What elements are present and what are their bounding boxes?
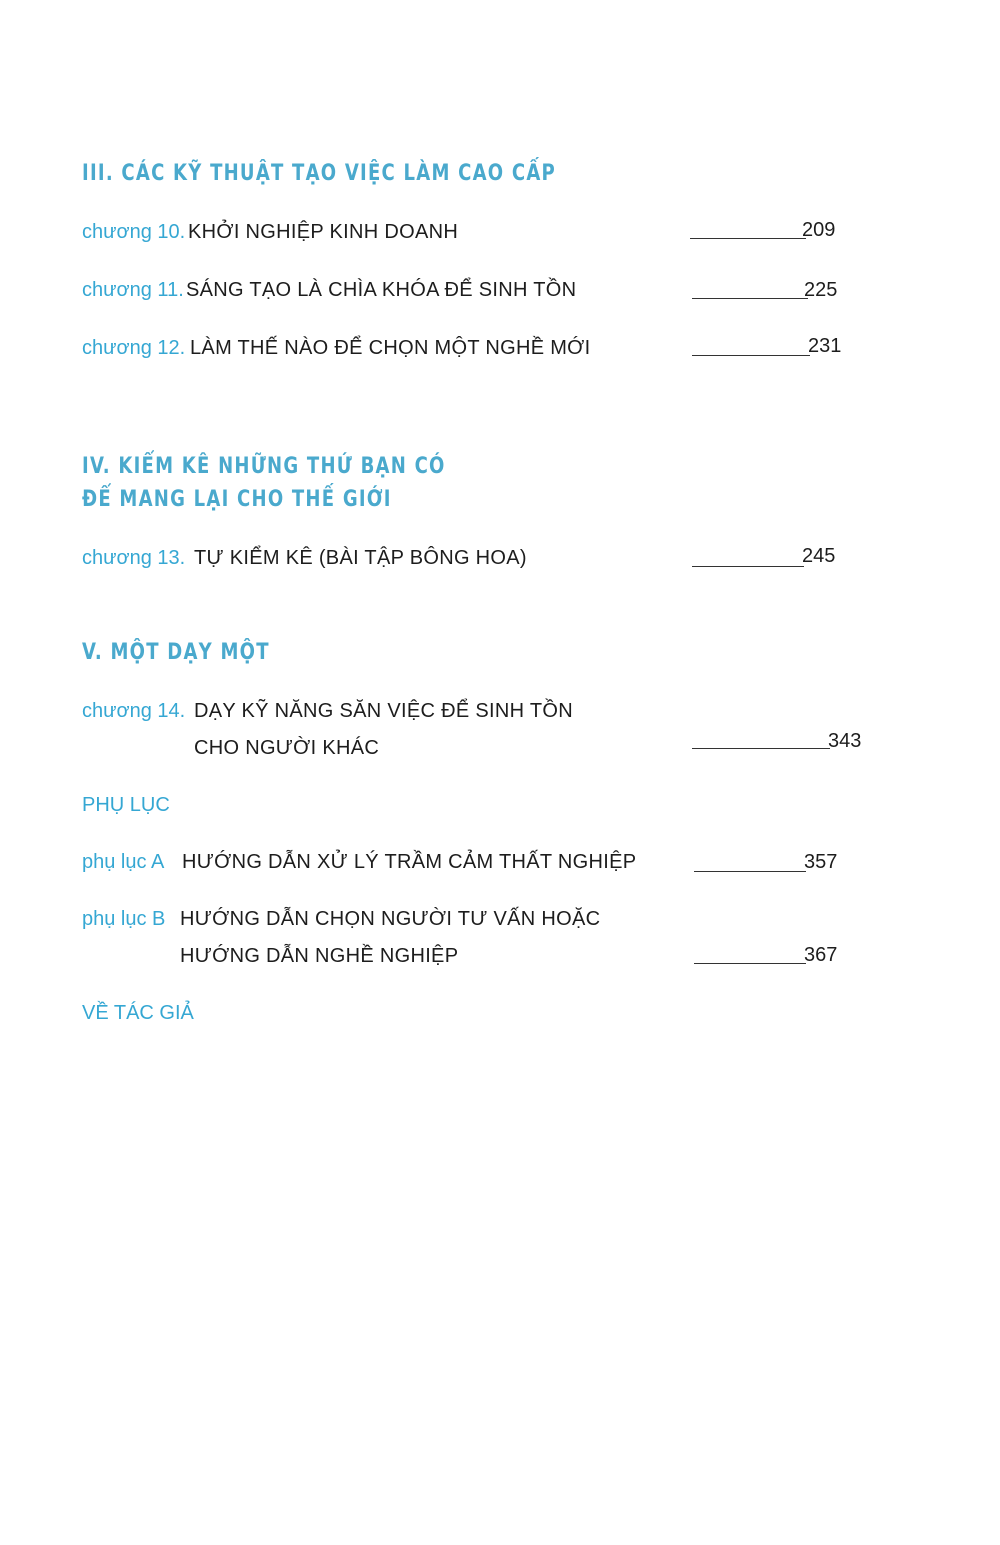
toc-entry-chapter-13[interactable] — [82, 540, 1000, 576]
page-number: 225 — [804, 279, 838, 301]
dot-leader — [692, 748, 830, 749]
appendix-heading[interactable]: PHỤ LỤC — [82, 794, 170, 816]
section-heading-iii: III. CÁC KỸ THUẬT TẠO VIỆC LÀM CAO CẤP — [82, 161, 556, 186]
entry-prefix: chương 10. — [82, 221, 186, 243]
entry-prefix: phụ lục A — [82, 851, 165, 873]
page-number: 231 — [808, 335, 842, 357]
dot-leader — [694, 871, 806, 872]
dot-leader — [694, 963, 806, 964]
entry-title-continued: HƯỚNG DẪN NGHỀ NGHIỆP — [180, 945, 459, 967]
entry-prefix: chương 12. — [82, 337, 186, 359]
entry-title: LÀM THẾ NÀO ĐỂ CHỌN MỘT NGHỀ MỚI — [190, 337, 591, 359]
toc-entry-chapter-10[interactable] — [82, 214, 1000, 250]
section-heading-iv-line2: ĐỂ MANG LẠI CHO THẾ GIỚI — [82, 487, 392, 512]
toc-entry-chapter-14[interactable] — [82, 693, 1000, 767]
page-number: 357 — [804, 851, 838, 873]
page-number: 343 — [828, 730, 862, 752]
entry-title: HƯỚNG DẪN CHỌN NGƯỜI TƯ VẤN HOẶC — [180, 908, 601, 930]
entry-title: TỰ KIỂM KÊ (BÀI TẬP BÔNG HOA) — [194, 547, 527, 569]
toc-entry-appendix-b[interactable] — [82, 901, 1000, 975]
about-author-link[interactable]: VỀ TÁC GIẢ — [82, 1002, 194, 1024]
dot-leader — [690, 238, 806, 239]
entry-prefix: chương 11. — [82, 279, 184, 301]
toc-entry-chapter-11[interactable] — [82, 272, 1000, 308]
entry-title: KHỞI NGHIỆP KINH DOANH — [188, 221, 459, 243]
section-heading-iv-line1: IV. KIỂM KÊ NHỮNG THỨ BẠN CÓ — [82, 454, 446, 479]
page-number: 245 — [802, 545, 836, 567]
page-number: 209 — [802, 219, 836, 241]
dot-leader — [692, 298, 808, 299]
entry-title: DẠY KỸ NĂNG SĂN VIỆC ĐỂ SINH TỒN — [194, 700, 573, 722]
entry-prefix: phụ lục B — [82, 908, 166, 930]
toc-entry-chapter-12[interactable] — [82, 330, 1000, 366]
entry-title: SÁNG TẠO LÀ CHÌA KHÓA ĐỂ SINH TỒN — [186, 279, 577, 301]
section-heading-v: V. MỘT DẠY MỘT — [82, 640, 270, 665]
entry-prefix: chương 13. — [82, 547, 186, 569]
page-number: 367 — [804, 944, 838, 966]
dot-leader — [692, 566, 804, 567]
toc-entry-appendix-a[interactable] — [82, 844, 1000, 880]
entry-prefix: chương 14. — [82, 700, 186, 722]
entry-title-continued: CHO NGƯỜI KHÁC — [194, 737, 380, 759]
dot-leader — [692, 355, 810, 356]
entry-title: HƯỚNG DẪN XỬ LÝ TRẦM CẢM THẤT NGHIỆP — [182, 851, 637, 873]
